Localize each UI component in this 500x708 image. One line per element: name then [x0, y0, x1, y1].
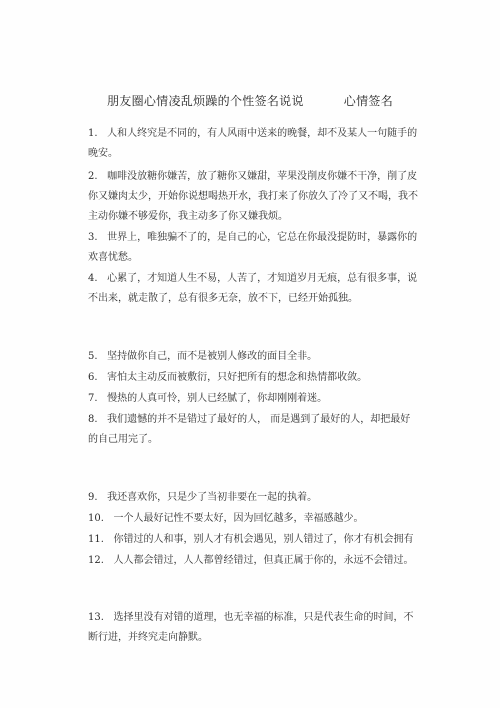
- list-item: [88, 509, 420, 529]
- list-item: [88, 488, 420, 508]
- list-item: [88, 530, 420, 550]
- list-item: [88, 608, 420, 648]
- item-text: 咖啡没放糖你嫌苦，放了糖你又嫌甜，苹果没削皮你嫌不干净，削了皮你又嫌肉太少，开始你说想喝热开水，我打来了你放久了冷了又不喝，我不主动你嫌不够爱你，我主动多了你又嫌我烦。: [88, 171, 418, 222]
- item-number: 3.: [88, 232, 98, 243]
- item-number: 12.: [88, 555, 104, 566]
- item-number: 1.: [88, 128, 98, 139]
- list-item: [88, 410, 420, 450]
- title-sub: 心情签名: [343, 94, 393, 108]
- item-number: 11.: [88, 534, 104, 545]
- title-main: 朋友圈心情凌乱烦躁的个性签名说说: [106, 94, 304, 108]
- item-text: 慢热的人真可怜，别人已经腻了，你却刚刚着迷。: [107, 393, 328, 404]
- item-text: 世界上，唯独骗不了的，是自己的心，它总在你最没提防时，暴露你的欢喜忧愁。: [88, 232, 418, 263]
- item-text: 我还喜欢你，只是少了当初非要在一起的执着。: [107, 492, 318, 503]
- item-text: 我们遗憾的并不是错过了最好的人， 而是遇到了最好的人，却把最好的自己用完了。: [88, 414, 411, 445]
- item-number: 9.: [88, 492, 98, 503]
- list-item: [88, 167, 420, 227]
- item-text: 害怕太主动反而被敷衍，只好把所有的想念和热情都收敛。: [107, 372, 368, 383]
- item-number: 2.: [88, 171, 98, 182]
- item-text: 心累了，才知道人生不易，人苦了，才知道岁月无痕，总有很多事，说不出来，就走散了，总有很多无奈，放不下，已经开始孤独。: [88, 273, 418, 304]
- item-number: 6.: [88, 372, 98, 383]
- item-number: 4.: [88, 273, 98, 284]
- item-text: 人和人终究是不同的，有人风雨中送来的晚餐，却不及某人一句随手的晚安。: [88, 128, 418, 159]
- item-number: 5.: [88, 351, 98, 362]
- document-title: [0, 92, 500, 109]
- item-number: 10.: [88, 513, 104, 524]
- item-text: 选择里没有对错的道理，也无幸福的标准，只是代表生命的时间，不断行进，并终究走向静默。: [88, 612, 414, 643]
- item-number: 13.: [88, 612, 104, 623]
- item-text: 坚持做你自己，而不是被别人修改的面目全非。: [107, 351, 318, 362]
- item-number: 7.: [88, 393, 98, 404]
- item-number: 8.: [88, 414, 98, 425]
- list-item: [88, 124, 420, 164]
- list-item: [88, 389, 420, 409]
- item-text: 人人都会错过，人人都曾经错过，但真正属于你的，永远不会错过。: [113, 555, 414, 566]
- list-item: [88, 269, 420, 309]
- list-item: [88, 551, 420, 571]
- item-text: 你错过的人和事，别人才有机会遇见，别人错过了，你才有机会拥有: [113, 534, 414, 545]
- item-text: 一个人最好记性不要太好，因为回忆越多，幸福感越少。: [113, 513, 364, 524]
- list-item: [88, 368, 420, 388]
- list-item: [88, 228, 420, 268]
- list-item: [88, 347, 420, 367]
